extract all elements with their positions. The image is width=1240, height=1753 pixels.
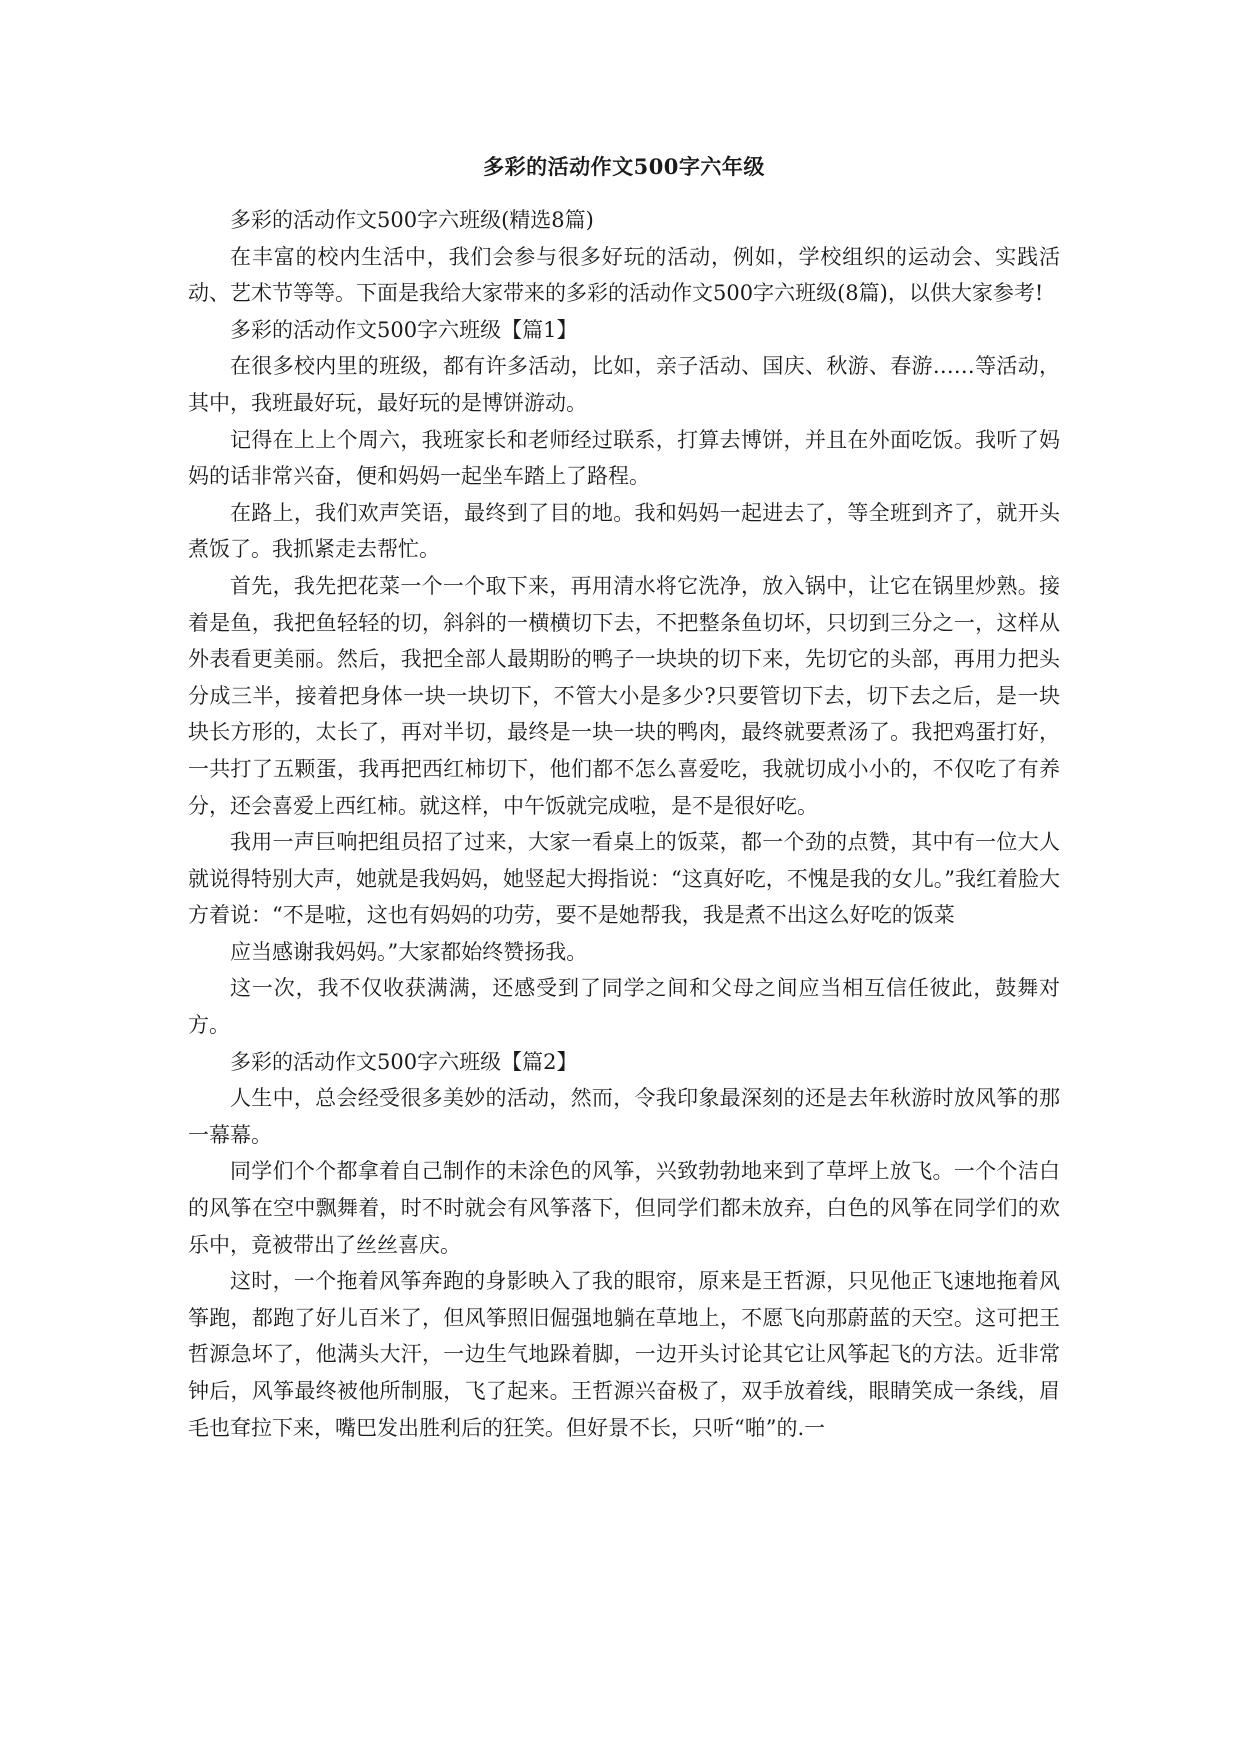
body-paragraph: 首先，我先把花菜一个一个取下来，再用清水将它洗净，放入锅中，让它在锅里炒熟。接着是鱼，我把鱼轻轻的切，斜斜的一横横切下去，不把整条鱼切坏，只切到三分之一，这样从外表看更美丽。然后，我把全部人最期盼的鸭子一块块的切下来，先切它的头部，再用力把头分成三半，接着把身体一块一块切下，不管大小是多少?只要管切下去，切下去之后，是一块块长方形的，太长了，再对半切，最终是一块一块的鸭肉，最终就要煮汤了。我把鸡蛋打好，一共打了五颗蛋，我再把西红柿切下，他们都不怎么喜爱吃，我就切成小小的，不仅吃了有养分，还会喜爱上西红柿。就这样，中午饭就完成啦，是不是很好吃。 — [188, 573, 1060, 818]
body-paragraph: 在路上，我们欢声笑语，最终到了目的地。我和妈妈一起进去了，等全班到齐了，就开头煮饭了。我抓紧走去帮忙。 — [188, 500, 1060, 562]
document-page — [188, 150, 1060, 1446]
body-paragraph: 这时，一个拖着风筝奔跑的身影映入了我的眼帘，原来是王哲源，只见他正飞速地拖着风筝跑，都跑了好儿百米了，但风筝照旧倔强地躺在草地上，不愿飞向那蔚蓝的天空。这可把王哲源急坏了，他满头大汗，一边生气地跺着脚，一边开头讨论其它让风筝起飞的方法。近非常钟后，风筝最终被他所制服，飞了起来。王哲源兴奋极了，双手放着线，眼睛笑成一条线，眉毛也耷拉下来，嘴巴发出胜利后的狂笑。但好景不长，只听“啪”的.一 — [188, 1269, 1060, 1440]
body-paragraph: 这一次，我不仅收获满满，还感受到了同学之间和父母之间应当相互信任彼此，鼓舞对方。 — [188, 976, 1060, 1038]
intro-paragraph: 在丰富的校内生活中，我们会参与很多好玩的活动，例如，学校组织的运动会、实践活动、艺术节等等。下面是我给大家带来的多彩的活动作文500字六班级(8篇)，以供大家参考! — [188, 244, 1060, 306]
section-heading-2: 多彩的活动作文500字六班级【篇2】 — [230, 1049, 578, 1074]
body-paragraph: 同学们个个都拿着自己制作的未涂色的风筝，兴致勃勃地来到了草坪上放飞。一个个洁白的风筝在空中飘舞着，时不时就会有风筝落下，但同学们都未放弃，白色的风筝在同学们的欢乐中，竟被带出了丝丝喜庆。 — [188, 1159, 1060, 1257]
document-title: 多彩的活动作文500字六年级 — [483, 154, 765, 179]
body-paragraph: 应当感谢我妈妈。”大家都始终赞扬我。 — [230, 939, 588, 964]
body-paragraph: 我用一声巨响把组员招了过来，大家一看桌上的饭菜，都一个劲的点赞，其中有一位大人就说得特别大声，她就是我妈妈，她竖起大拇指说：“这真好吃，不愧是我的女儿。”我红着脸大方着说：“不是啦，这也有妈妈的功劳，要不是她帮我，我是煮不出这么好吃的饭菜 — [188, 830, 1060, 928]
body-paragraph: 人生中，总会经受很多美妙的活动，然而，令我印象最深刻的还是去年秋游时放风筝的那一幕幕。 — [188, 1086, 1060, 1147]
body-paragraph: 在很多校内里的班级，都有许多活动，比如，亲子活动、国庆、秋游、春游……等活动，其中，我班最好玩，最好玩的是博饼游动。 — [188, 354, 1060, 415]
subtitle-paragraph: 多彩的活动作文500字六班级(精选8篇) — [230, 208, 594, 232]
body-paragraph: 记得在上上个周六，我班家长和老师经过联系，打算去博饼，并且在外面吃饭。我听了妈妈的话非常兴奋，便和妈妈一起坐车踏上了路程。 — [188, 427, 1060, 489]
section-heading-1: 多彩的活动作文500字六班级【篇1】 — [230, 317, 578, 342]
